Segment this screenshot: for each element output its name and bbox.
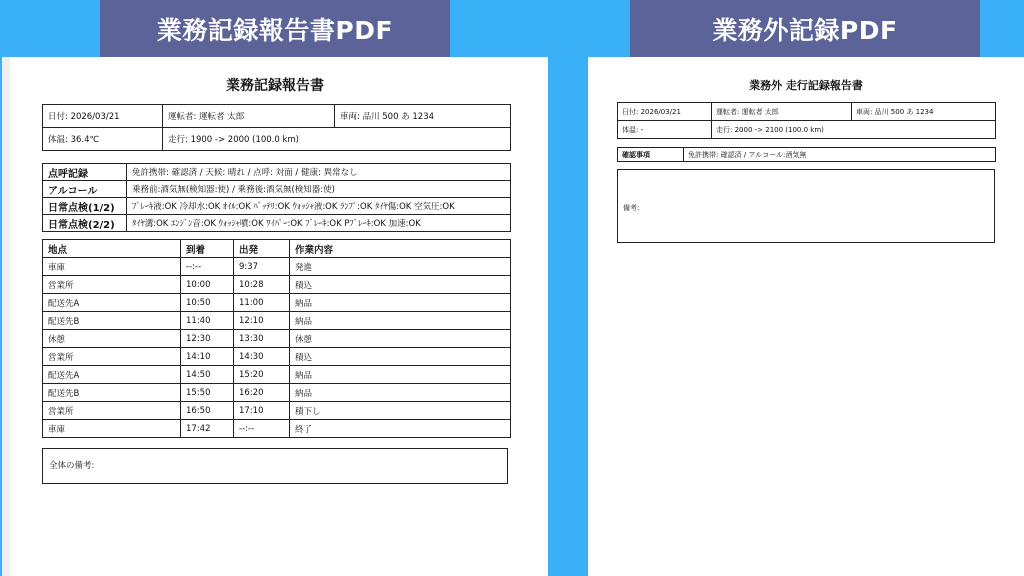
departure-cell: 14:30 — [234, 348, 290, 366]
departure-cell: 10:28 — [234, 276, 290, 294]
departure-cell: 9:37 — [234, 258, 290, 276]
check-value: ﾀｲﾔ溝:OK ｴﾝｼﾞﾝ音:OK ｳｫｯｼｬ噴:OK ﾜｲﾊﾟｰ:OK ﾌﾞﾚｰｷ:OK Pﾌﾞﾚｰｷ:OK 加速:OK — [127, 215, 511, 232]
departure-cell: 16:20 — [234, 384, 290, 402]
check-row — [43, 198, 511, 215]
location-cell: 車庫 — [43, 420, 181, 438]
info-table — [617, 102, 996, 139]
table-row — [43, 294, 511, 312]
task-cell: 納品 — [290, 366, 511, 384]
location-cell: 配送先A — [43, 366, 181, 384]
arrival-cell: 17:42 — [181, 420, 234, 438]
task-cell: 発進 — [290, 258, 511, 276]
mileage-cell: 走行: 2000 -> 2100 (100.0 km) — [712, 121, 996, 139]
checks-table — [617, 147, 996, 162]
notes-box — [617, 169, 995, 243]
check-label: 日常点検(1/2) — [43, 198, 127, 215]
left-doc-banner: 業務記録報告書PDF — [100, 0, 450, 57]
location-cell: 休憩 — [43, 330, 181, 348]
arrival-cell: --:-- — [181, 258, 234, 276]
table-row — [43, 402, 511, 420]
business-record-sheet — [2, 57, 548, 576]
task-cell: 納品 — [290, 384, 511, 402]
check-label: 確認事項 — [618, 148, 684, 162]
schedule-header-row — [43, 240, 511, 258]
location-cell: 配送先B — [43, 384, 181, 402]
date-cell: 日付: 2026/03/21 — [43, 105, 163, 128]
header-arrival: 到着 — [181, 240, 234, 258]
vehicle-cell: 車両: 品川 500 あ 1234 — [335, 105, 511, 128]
check-label: 日常点検(2/2) — [43, 215, 127, 232]
info-table — [42, 104, 511, 151]
arrival-cell: 14:50 — [181, 366, 234, 384]
header-departure: 出発 — [234, 240, 290, 258]
departure-cell: 15:20 — [234, 366, 290, 384]
vehicle-cell: 車両: 品川 500 あ 1234 — [852, 103, 996, 121]
notes-label: 全体の備考: — [49, 461, 95, 471]
date-cell: 日付: 2026/03/21 — [618, 103, 712, 121]
arrival-cell: 16:50 — [181, 402, 234, 420]
check-value: 乗務前:酒気無(検知器:使) / 乗務後:酒気無(検知器:使) — [127, 181, 511, 198]
arrival-cell: 11:40 — [181, 312, 234, 330]
arrival-cell: 14:10 — [181, 348, 234, 366]
location-cell: 配送先B — [43, 312, 181, 330]
location-cell: 車庫 — [43, 258, 181, 276]
check-label: 点呼記録 — [43, 164, 127, 181]
arrival-cell: 10:50 — [181, 294, 234, 312]
task-cell: 納品 — [290, 294, 511, 312]
table-row — [43, 366, 511, 384]
table-row — [43, 348, 511, 366]
check-value: 免許携帯: 確認済 / アルコール:酒気無 — [684, 148, 996, 162]
table-row — [43, 330, 511, 348]
temp-cell: 体温: 36.4℃ — [43, 128, 163, 151]
check-value: 免許携帯: 確認済 / 天候: 晴れ / 点呼: 対面 / 健康: 異常なし — [127, 164, 511, 181]
departure-cell: 11:00 — [234, 294, 290, 312]
table-row — [43, 420, 511, 438]
task-cell: 積下し — [290, 402, 511, 420]
table-row — [43, 258, 511, 276]
location-cell: 営業所 — [43, 348, 181, 366]
task-cell: 積込 — [290, 348, 511, 366]
check-row — [618, 148, 996, 162]
check-row — [43, 181, 511, 198]
check-row — [43, 215, 511, 232]
arrival-cell: 12:30 — [181, 330, 234, 348]
check-value: ﾌﾞﾚｰｷ液:OK 冷却水:OK ｵｲﾙ:OK ﾊﾞｯﾃﾘ:OK ｳｫｯｼｬ液:OK ﾗﾝﾌﾟ:OK ﾀｲﾔ傷:OK 空気圧:OK — [127, 198, 511, 215]
check-row — [43, 164, 511, 181]
departure-cell: --:-- — [234, 420, 290, 438]
driver-cell: 運転者: 運転者 太郎 — [712, 103, 852, 121]
departure-cell: 13:30 — [234, 330, 290, 348]
notes-label: 備考: — [623, 204, 640, 212]
header-location: 地点 — [43, 240, 181, 258]
doc-title: 業務記録報告書 — [226, 78, 324, 94]
table-row — [43, 312, 511, 330]
task-cell: 積込 — [290, 276, 511, 294]
location-cell: 営業所 — [43, 276, 181, 294]
mileage-cell: 走行: 1900 -> 2000 (100.0 km) — [163, 128, 511, 151]
temp-cell: 体温: - — [618, 121, 712, 139]
notes-box — [42, 448, 508, 484]
task-cell: 終了 — [290, 420, 511, 438]
task-cell: 納品 — [290, 312, 511, 330]
schedule-table — [42, 239, 511, 438]
departure-cell: 12:10 — [234, 312, 290, 330]
right-doc-banner: 業務外記録PDF — [630, 0, 980, 57]
task-cell: 休憩 — [290, 330, 511, 348]
table-row — [43, 384, 511, 402]
header-task: 作業内容 — [290, 240, 511, 258]
arrival-cell: 15:50 — [181, 384, 234, 402]
non-business-record-sheet — [588, 57, 1024, 576]
driver-cell: 運転者: 運転者 太郎 — [163, 105, 335, 128]
location-cell: 営業所 — [43, 402, 181, 420]
departure-cell: 17:10 — [234, 402, 290, 420]
table-row — [43, 276, 511, 294]
location-cell: 配送先A — [43, 294, 181, 312]
doc-title: 業務外 走行記録報告書 — [749, 79, 863, 92]
check-label: アルコール — [43, 181, 127, 198]
checks-table — [42, 163, 511, 232]
arrival-cell: 10:00 — [181, 276, 234, 294]
